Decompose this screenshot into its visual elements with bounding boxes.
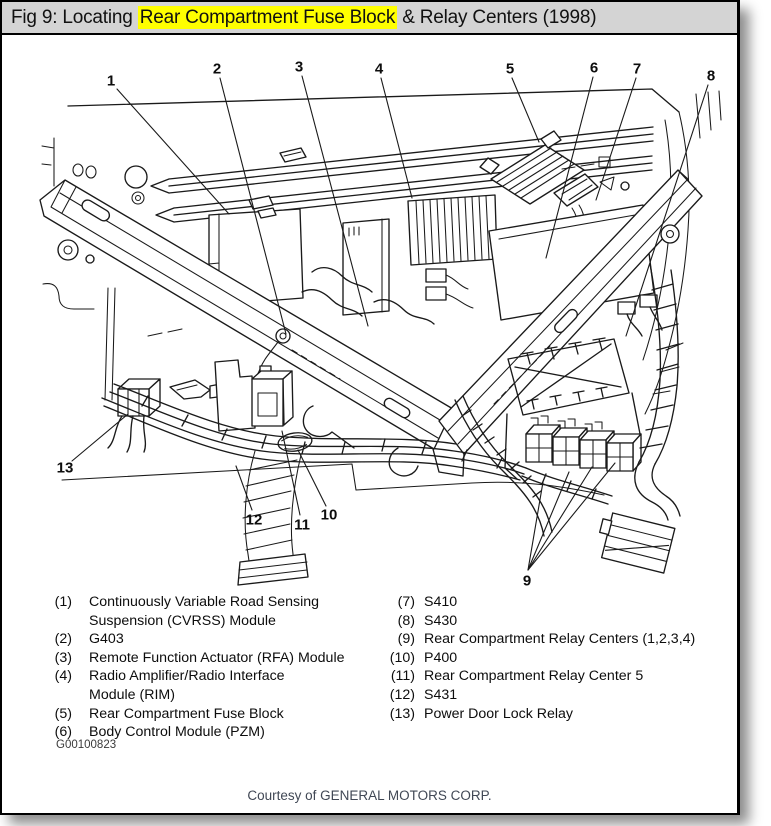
title-prefix: Fig 9: Locating <box>11 6 138 28</box>
title-highlighted-text: Rear Compartment Fuse Block <box>139 6 396 28</box>
legend-item-number: (11) <box>390 668 415 685</box>
legend-item-number: (5) <box>54 705 72 722</box>
legend-item <box>46 593 376 630</box>
callout-leader-3 <box>302 76 368 326</box>
rear-relay-centers-1-4 <box>526 416 641 471</box>
legend-item <box>380 612 730 631</box>
rear-compartment-diagram <box>2 35 739 587</box>
callout-number-10: 10 <box>320 506 338 524</box>
callout-number-3: 3 <box>294 58 304 76</box>
legend-item-number: (1) <box>54 594 72 610</box>
callout-number-8: 8 <box>706 67 716 85</box>
legend-item <box>380 593 730 612</box>
callout-number-2: 2 <box>212 60 222 78</box>
legend-column-right <box>380 593 730 723</box>
legend-item <box>380 649 730 668</box>
legend-item-label: S431 <box>424 686 458 703</box>
legend-item-label: Continuously Variable Road Sensing Suspension (CVRSS) Module <box>89 594 320 629</box>
callout-number-4: 4 <box>374 60 384 78</box>
legend-item-label: P400 <box>424 649 458 666</box>
relay-center-5 <box>215 360 293 431</box>
legend-item-number: (4) <box>54 668 72 685</box>
callout-number-11: 11 <box>294 516 310 534</box>
legend-item-label: Rear Compartment Relay Centers (1,2,3,4) <box>424 631 696 648</box>
legend-item-number: (13) <box>389 705 415 722</box>
legend-item-number: (2) <box>54 631 72 648</box>
callout-leader-1 <box>117 89 229 214</box>
legend-item-label: S430 <box>424 612 458 629</box>
callout-number-13: 13 <box>56 459 74 477</box>
legend-item-number: (12) <box>389 686 415 703</box>
legend-item <box>46 667 376 704</box>
figure-title <box>11 7 596 29</box>
callout-leader-9 <box>528 472 569 570</box>
legend-item-label: S410 <box>424 594 458 610</box>
legend-item-label: Rear Compartment Relay Center 5 <box>424 668 644 685</box>
bottom-connector <box>594 511 675 573</box>
legend-item <box>380 630 730 649</box>
callout-layer <box>57 59 716 588</box>
legend-item-label: Remote Function Actuator (RFA) Module <box>89 649 345 666</box>
legend-item <box>380 686 730 705</box>
legend-item-number: (7) <box>397 594 415 610</box>
courtesy-line: Courtesy of GENERAL MOTORS CORP. <box>247 788 492 803</box>
legend-item-number: (3) <box>54 649 72 666</box>
callout-number-6: 6 <box>589 59 599 77</box>
callout-leader-5 <box>512 78 539 142</box>
legend-item-number: (6) <box>54 724 72 741</box>
rim-module <box>408 195 497 308</box>
legend-item-label: Rear Compartment Fuse Block <box>89 705 284 722</box>
callout-number-7: 7 <box>632 60 642 78</box>
callout-number-9: 9 <box>522 572 532 587</box>
callout-number-5: 5 <box>505 60 515 78</box>
document-number: G00100823 <box>56 739 117 751</box>
legend-item-label: Power Door Lock Relay <box>424 705 574 722</box>
title-suffix: & Relay Centers (1998) <box>397 6 597 28</box>
legend-item <box>46 649 376 668</box>
callout-number-12: 12 <box>245 511 263 529</box>
figure-title-bar <box>2 2 737 35</box>
legend-item <box>380 705 730 724</box>
legend-item-label: G403 <box>89 631 124 648</box>
legend-item <box>46 630 376 649</box>
legend-item <box>380 667 730 686</box>
legend-item <box>46 705 376 724</box>
legend-item-label: Radio Amplifier/Radio Interface Module (RIM) <box>89 668 285 703</box>
legend-item-label: Body Control Module (PZM) <box>89 724 265 741</box>
callout-leader-13 <box>72 414 128 461</box>
rfa-module <box>343 219 389 315</box>
legend-item-number: (8) <box>397 612 415 629</box>
callout-leader-10 <box>298 450 326 506</box>
legend-item-number: (10) <box>389 649 415 666</box>
legend-item-number: (9) <box>397 631 415 648</box>
callout-number-1: 1 <box>106 72 116 90</box>
legend-column-left <box>46 593 376 742</box>
